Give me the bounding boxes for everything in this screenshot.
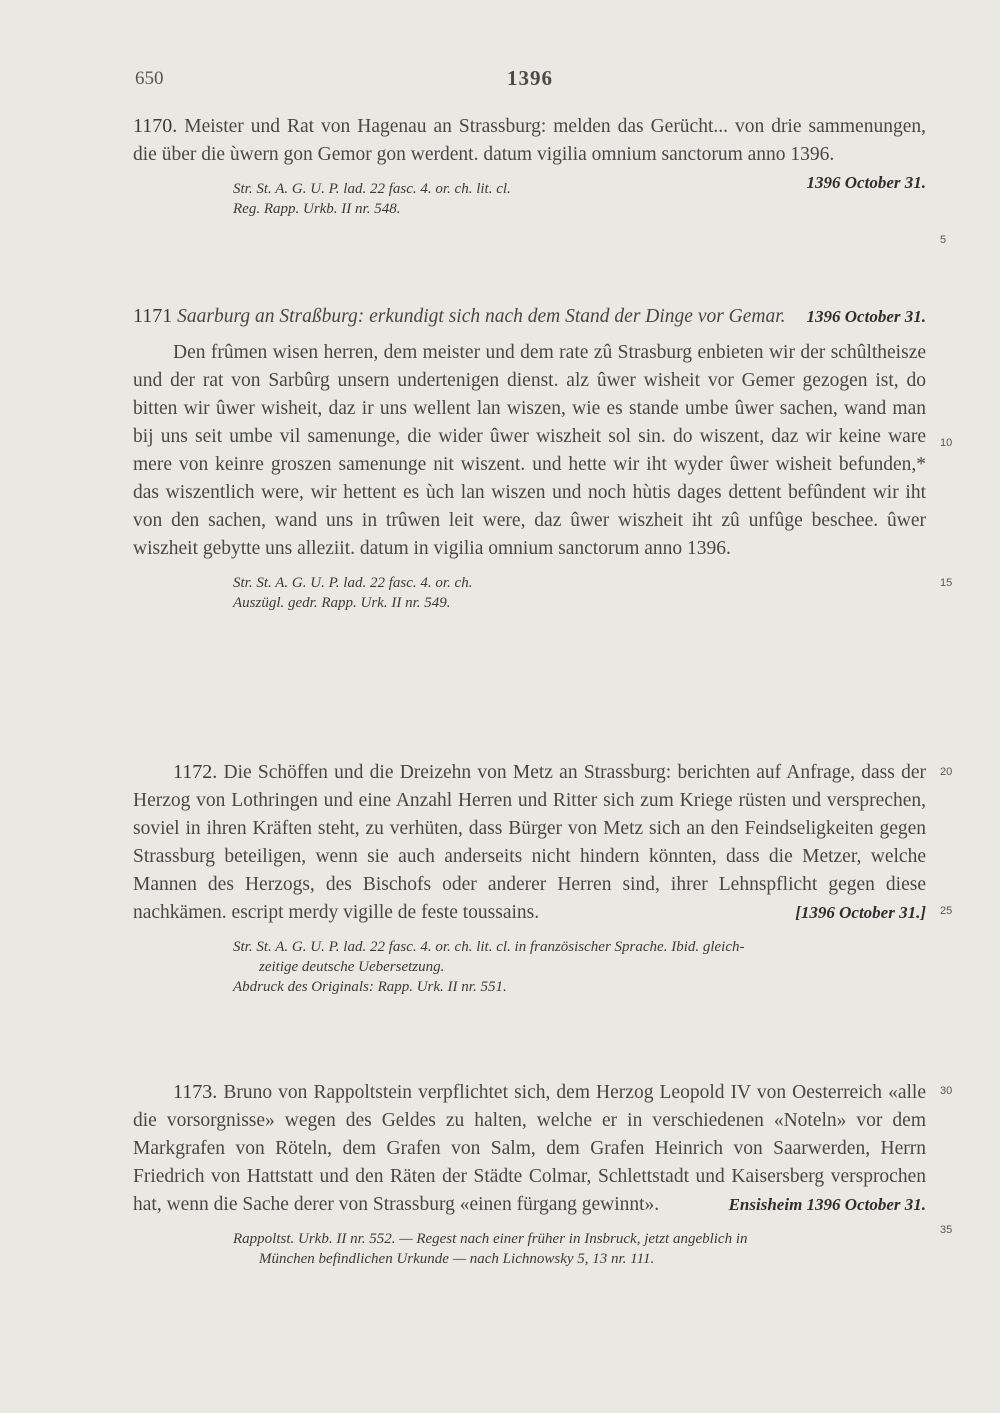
running-title: 1396: [507, 66, 553, 90]
source-line: Str. St. A. G. U. P. lad. 22 fasc. 4. or. ch.: [233, 575, 473, 591]
source-line: Auszügl. gedr. Rapp. Urk. II nr. 549.: [233, 595, 451, 611]
entry-date: 1396 October 31.: [806, 307, 926, 326]
margin-line-number: 20: [940, 766, 953, 778]
source-line: Abdruck des Originals: Rapp. Urk. II nr. 551.: [233, 979, 507, 995]
margin-line-number: 15: [940, 577, 953, 589]
entry-body: [133, 758, 926, 927]
margin-line-number: 10: [940, 437, 953, 449]
margin-line-number: 30: [940, 1085, 953, 1097]
entry-text: Den frûmen wisen herren, dem meister und dem rate zû Strasburg enbieten wir der schûltheisze und der rat von Sarbûrg unsern undertenigen dienst. alz ûwer wisheit vor Gemer gezogen ist, do bitten wir ûwer wisheit, daz ir uns wellent lan wiszen, wie es stande umbe ûwer sachen, wand man bij uns seit umbe vil samenunge, die wider ûwer wiszheit sol sin. do wiszent, daz wir keine ware mere von keinre groszen samenunge nit wiszent. und hette wir iht wyder ûwer wisheit befunden,* das wiszentlich were, wir hettent es ùch lan wiszen und noch hùtis dages dettent befûndent wir iht von den sachen, wand uns in trûwen leit were, daz ûwer wiszheit iht zû unfûge beschee. ûwer wiszheit gebytte uns alleziit. datum in vigilia omnium sanctorum anno 1396.: [133, 342, 926, 559]
entry-1171: [133, 302, 926, 613]
entry-text: Die Schöffen und die Dreizehn von Metz an Strassburg: berichten auf Anfrage, dass der Herzog von Lothringen und eine Anzahl Herren und Ritter sich zum Kriege rüsten und versprechen, soviel in ihren Kräften steht, zu verhüten, dass Bürger von Metz sich an den Feindseligkeiten gegen Strassburg beteiligen, wenn sie auch anderseits nicht hindern könnten, dass die Metzer, welche Mannen des Herzogs, des Bischofs oder anderer Herren sind, ihrer Lehnspflicht gegen diese nachkämen. escript merdy vigille de feste toussains.: [133, 762, 926, 923]
entry-title: Saarburg an Straßburg: erkundigt sich nach dem Stand der Dinge vor Gemar.: [177, 306, 786, 327]
margin-line-number: 5: [940, 234, 947, 246]
source-line: Rappoltst. Urkb. II nr. 552. — Regest nach einer früher in Insbruck, jetzt angeblich in: [233, 1231, 748, 1247]
source-notes: [233, 1229, 926, 1269]
entry-body: [133, 1078, 926, 1219]
entry-1170: [133, 112, 926, 219]
entry-1173: [133, 1078, 926, 1269]
margin-line-number: 25: [940, 905, 953, 917]
entry-number: 1172.: [173, 761, 218, 783]
page-header: [135, 66, 925, 96]
page-number: 650: [135, 68, 164, 89]
entry-1172: [133, 758, 926, 997]
entry-date: Ensisheim 1396 October 31.: [728, 1195, 926, 1214]
entry-number: 1171: [133, 305, 173, 327]
source-notes: [233, 937, 926, 997]
entry-number: 1170.: [133, 115, 178, 137]
source-line: Reg. Rapp. Urkb. II nr. 548.: [233, 201, 401, 217]
entry-date: 1396 October 31.: [806, 173, 926, 192]
margin-line-number: 35: [940, 1224, 953, 1236]
source-line: Str. St. A. G. U. P. lad. 22 fasc. 4. or. ch. lit. cl. in französischer Sprache. Ibid. gleich-: [233, 939, 745, 955]
entry-text: Meister und Rat von Hagenau an Strassburg: melden das Gerücht... von drie sammenungen, die über die ùwern gon Gemor gon werdent. datum vigilia omnium sanctorum anno 1396.: [133, 116, 926, 165]
source-line: München befindlichen Urkunde — nach Lichnowsky 5, 13 nr. 111.: [259, 1251, 655, 1267]
source-notes: [233, 573, 926, 613]
entry-text: Bruno von Rappoltstein verpflichtet sich, dem Herzog Leopold IV von Oesterreich «alle die vorsorgnisse» wegen des Geldes zu halten, welche er in verschiedenen «Noteln» vor dem Markgrafen von Röteln, dem Grafen von Salm, dem Grafen Heinrich von Saarwerden, Herrn Friedrich von Hattstatt und den Räten der Städte Colmar, Schlettstadt und Kaisersberg versprochen hat, wenn die Sache derer von Strassburg «einen fürgang gewinnt».: [133, 1082, 926, 1215]
entry-number: 1173.: [173, 1081, 218, 1103]
source-line: zeitige deutsche Uebersetzung.: [259, 959, 445, 975]
source-line: Str. St. A. G. U. P. lad. 22 fasc. 4. or. ch. lit. cl.: [233, 181, 511, 197]
entry-date: [1396 October 31.]: [795, 903, 926, 922]
entry-heading: [133, 302, 926, 331]
